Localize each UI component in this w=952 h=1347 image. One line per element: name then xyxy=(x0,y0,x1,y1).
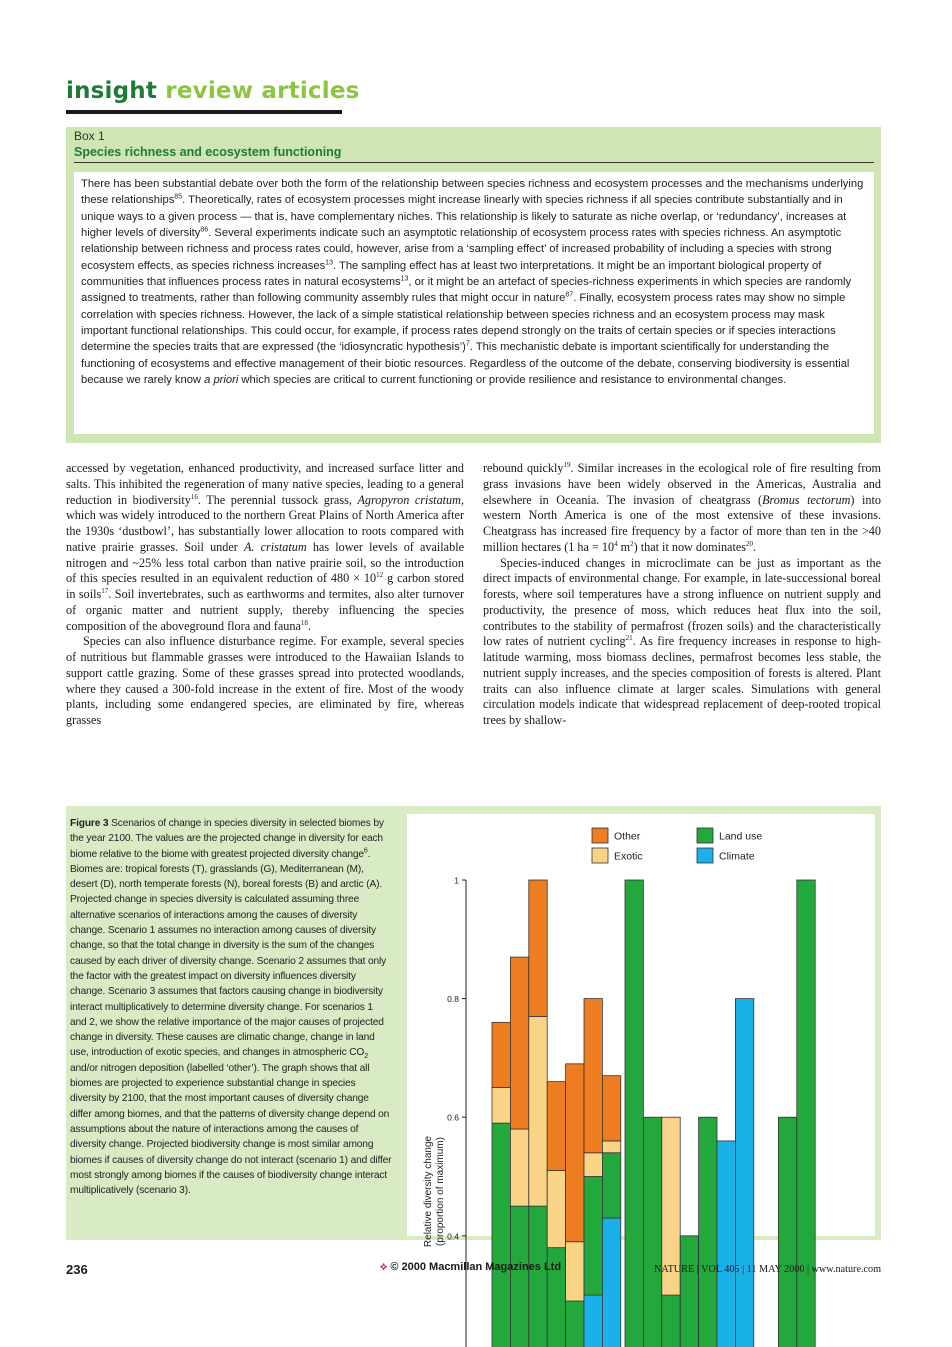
paragraph: rebound quickly$^{19}$. Similar increases in the ecological role of fire resulting from grass invasions have been widely observed in the Americas, Australia and elsewhere in Oceania. The invasion of cheatgrass (Bromus tectorum) into western North America is one of the most extensive of these invasions. Cheatgrass has increased fire frequency by a factor of more than ten in the >40 million hectares (1 ha = $10^4$ $m^2$) that it now dominates$^{20}$. xyxy=(483,460,881,554)
bar-segment-land-use xyxy=(662,1295,680,1347)
bar-segment-land-use xyxy=(680,1236,698,1347)
bar-segment-other xyxy=(602,1076,620,1141)
paragraph: accessed by vegetation, enhanced productivity, and increased surface litter and salts. This inhibited the regeneration of many native species, leading to a general reduction in biodiversity$^{16}$. The perennial tussock grass, Agropyron cristatum, which was widely introduced to the northern Great Plains of North America after the 1930s ‘dustbowl’, has substantially lower allocation to roots compared with native prairie grasses. Soil under A. cristatum has lower levels of available nitrogen and ~25% less total carbon than native prairie soil, so the introduction of this species resulted in an equivalent reduction of $480 \times 10^{12}$ g carbon stored in soils$^{17}$. Soil invertebrates, such as earthworms and termites, also alter turnover of organic matter and nutrient supply, thereby influencing the species composition of the aboveground flora and fauna$^{18}$. xyxy=(66,461,464,633)
bar-segment-land-use xyxy=(778,1117,796,1347)
bar-segment-exotic xyxy=(492,1088,510,1124)
legend-label: Other xyxy=(614,830,641,843)
bar-segment-climate xyxy=(735,999,753,1347)
y-tick-label: 0.8 xyxy=(447,994,459,1005)
bar-segment-exotic xyxy=(547,1171,565,1248)
y-axis-label: Relative diversity change xyxy=(423,1135,434,1248)
box-label: Box 1 xyxy=(74,129,105,143)
journal-info: NATURE | VOL 405 | 11 MAY 2000 | www.nature.com xyxy=(654,1264,882,1275)
y-tick-label: 0.6 xyxy=(447,1112,459,1123)
bar-segment-climate xyxy=(717,1141,735,1347)
stacked-bar-chart xyxy=(407,814,875,1248)
body-column-right xyxy=(483,461,881,729)
box-title: Species richness and ecosystem functioning xyxy=(74,145,342,159)
chart-panel xyxy=(407,814,875,1248)
bar-segment-other xyxy=(529,880,547,1016)
figure-caption: Figure 3 Scenarios of change in species diversity in selected biomes by the year 2100. The values are the projected change in diversity for each biome relative to the biome with greatest projected diversity change$^6$. Biomes are: tropical forests (T), grasslands (G), Mediterranean (M), desert (D), north temperate forests (N), boreal forests (B) and arctic (A). Projected change in species diversity is calculated assuming three alternative scenarios of interactions among the causes of diversity change. Scenario 1 assumes no interaction among causes of diversity change, so that the total change in diversity is the sum of the changes caused by each driver of diversity change. Scenario 2 assumes that only the factor with the greatest impact on diversity influences diversity change. Scenario 3 assumes that factors causing change in biodiversity interact multiplicatively to determine diversity change. For scenarios 1 and 2, we show the relative importance of the major causes of projected change in diversity. These causes are climatic change, change in land use, introduction of exotic species, and changes in atmospheric $CO_2$ and/or nitrogen deposition (labelled ‘other’). The graph shows that all biomes are projected to experience substantial change in species diversity by 2100, that the most important causes of diversity change differ among biomes, and that the patterns of diversity change depend on assumptions about the nature of interactions among the causes of diversity change. Projected biodiversity change is most similar among biomes if causes of diversity change do not interact (scenario 1) and differ most strongly among biomes if the causes of biodiversity change interact multiplicatively (scenario 3). xyxy=(70,818,392,1197)
box-body-text: There has been substantial debate over both the form of the relationship between species richness and ecosystem processes and the mechanisms underlying these relationships$^{85}$. Theoretically, rates of ecosystem processes might increase linearly with species richness if all species contribute substantially and in unique ways to a given process — that is, have complementary niches. This relationship is likely to saturate as niche overlap, or ‘redundancy’, increases at higher levels of diversity$^{86}$. Several experiments indicate such an asymptotic relationship of ecosystem process rates with species richness. An asymptotic relationship between richness and process rates could, however, arise from a ‘sampling effect’ of increased probability of including a species with strong ecosystem effects, as species richness increases$^{13}$. The sampling effect has at least two interpretations. It might be an important biological property of communities that influences process rates in natural ecosystems$^{13}$, or it might be an artefact of species-richness experiments in which species are randomly assigned to treatments, rather than following community assembly rules that might occur in nature$^{87}$. Finally, ecosystem process rates may show no simple correlation with species richness. However, the lack of a simple statistical relationship between species richness and an ecosystem process may mask important functional relationships. This could occur, for example, if process rates depend strongly on the traits of certain species or if species interactions determine the species traits that are expressed (the ‘idiosyncratic hypothesis’)$^7$. This mechanistic debate is important scientifically for understanding the functioning of ecosystems and effective management of their biotic resources. Regardless of the outcome of the debate, conserving biodiversity is essential because we rarely know a priori which species are critical to current functioning or provide resilience and resistance to environmental changes. xyxy=(81,178,864,387)
header-insight: insight xyxy=(66,78,158,104)
bar-segment-other xyxy=(547,1082,565,1171)
bar-segment-land-use xyxy=(797,880,815,1347)
box-title-rule xyxy=(74,162,874,163)
bar-segment-climate xyxy=(584,1295,602,1347)
body-column-left xyxy=(66,461,464,729)
bar-segment-land-use xyxy=(602,1153,620,1218)
bar-segment-other xyxy=(584,999,602,1153)
bar-segment-land-use xyxy=(584,1177,602,1296)
bar-segment-exotic xyxy=(584,1153,602,1177)
bar-segment-land-use xyxy=(492,1123,510,1347)
legend-label: Land use xyxy=(719,830,763,843)
bar-segment-other xyxy=(510,957,528,1129)
paragraph: Species can also influence disturbance regime. For example, several species of nutritious but flammable grasses were introduced to the Hawaiian Islands to support cattle grazing. Some of these grasses spread into protected woodlands, where they caused a 300-fold increase in the extent of fire. Most of the woody plants, including some endangered species, are eliminated by fire, whereas grasses xyxy=(66,634,464,727)
bar-segment-climate xyxy=(602,1218,620,1347)
bar-segment-exotic xyxy=(602,1141,620,1153)
bar-segment-land-use xyxy=(510,1206,528,1347)
bar-segment-land-use xyxy=(699,1117,717,1347)
header-review-articles: review articles xyxy=(165,78,360,104)
legend-swatch xyxy=(592,848,608,863)
legend-label: Climate xyxy=(719,850,755,863)
legend-swatch xyxy=(697,848,713,863)
page-number: 236 xyxy=(66,1262,88,1277)
bar-segment-exotic xyxy=(510,1129,528,1206)
y-axis-label: (proportion of maximum) xyxy=(435,1137,446,1246)
bar-segment-land-use xyxy=(529,1206,547,1347)
legend-swatch xyxy=(697,828,713,843)
bar-segment-exotic xyxy=(566,1242,584,1301)
bar-segment-land-use xyxy=(625,880,643,1347)
legend-label: Exotic xyxy=(614,850,643,863)
y-tick-label: 0.4 xyxy=(447,1231,459,1242)
legend-swatch xyxy=(592,828,608,843)
bar-segment-land-use xyxy=(643,1117,661,1347)
bar-segment-exotic xyxy=(529,1016,547,1206)
header-rule xyxy=(66,110,342,114)
bar-segment-land-use xyxy=(566,1301,584,1347)
y-tick-label: 1 xyxy=(454,875,459,886)
paragraph: Species-induced changes in microclimate can be just as important as the direct impacts of environmental change. For example, in late-successional boreal forests, where soil temperatures have a strong influence on nutrient supply and productivity, the presence of moss, which reduces heat flux into the soil, contributes to the stability of permafrost (frozen soils) and the characteristically low rates of nutrient cycling$^{21}$. As fire frequency increases in response to high-latitude warming, moss biomass declines, permafrost becomes less stable, the nutrient supply increases, and the species composition of forests is altered. Plant traits can also influence climate at larger scales. Simulations with general circulation models indicate that widespread replacement of deep-rooted tropical trees by shallow- xyxy=(483,555,881,727)
bar-segment-other xyxy=(492,1022,510,1087)
section-header xyxy=(66,78,360,104)
macmillan-logo-icon: ⟡ xyxy=(380,1261,388,1273)
bar-segment-other xyxy=(566,1064,584,1242)
copyright: ⟡ © 2000 Macmillan Magazines Ltd xyxy=(380,1261,562,1273)
